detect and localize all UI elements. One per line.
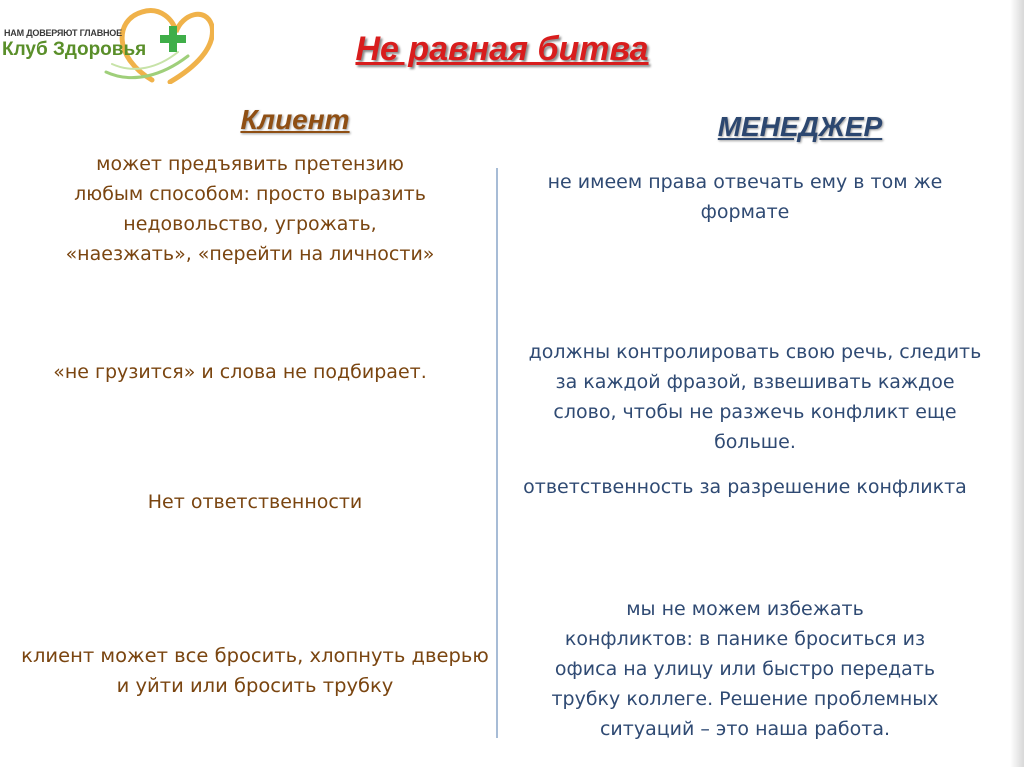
client-item-words: «не грузится» и слова не подбирает. xyxy=(53,361,427,383)
client-item-claim: может предъявить претензию любым способом: просто выразить недовольство, угрожать, «наезжать», «перейти на личности» xyxy=(65,153,435,265)
client-item-leave: клиент может все бросить, хлопнуть дверью и уйти или бросить трубку xyxy=(21,644,489,697)
manager-item-format: не имеем права отвечать ему в том же формате xyxy=(547,171,943,223)
client-heading: Клиент xyxy=(240,104,350,135)
right-edge-shadow xyxy=(1010,0,1024,767)
manager-item-responsibility: ответственность за разрешение конфликта xyxy=(523,476,967,498)
manager-heading: МЕНЕДЖЕР xyxy=(717,111,883,142)
logo-tagline: НАМ ДОВЕРЯЮТ ГЛАВНОЕ xyxy=(4,28,122,38)
client-item-responsibility: Нет ответственности xyxy=(147,491,363,513)
slide-title: Не равная битва xyxy=(355,30,649,68)
manager-item-control: должны контролировать свою речь, следить за каждой фразой, взвешивать каждое слово, чтобы не разжечь конфликт еще больше. xyxy=(528,341,982,453)
logo-name: Клуб Здоровья xyxy=(2,39,147,60)
manager-item-work: мы не можем избежать конфликтов: в панике броситься из офиса на улицу или быстро передать трубку коллеге. Решение проблемных ситуаций – это наша работа. xyxy=(551,598,939,740)
